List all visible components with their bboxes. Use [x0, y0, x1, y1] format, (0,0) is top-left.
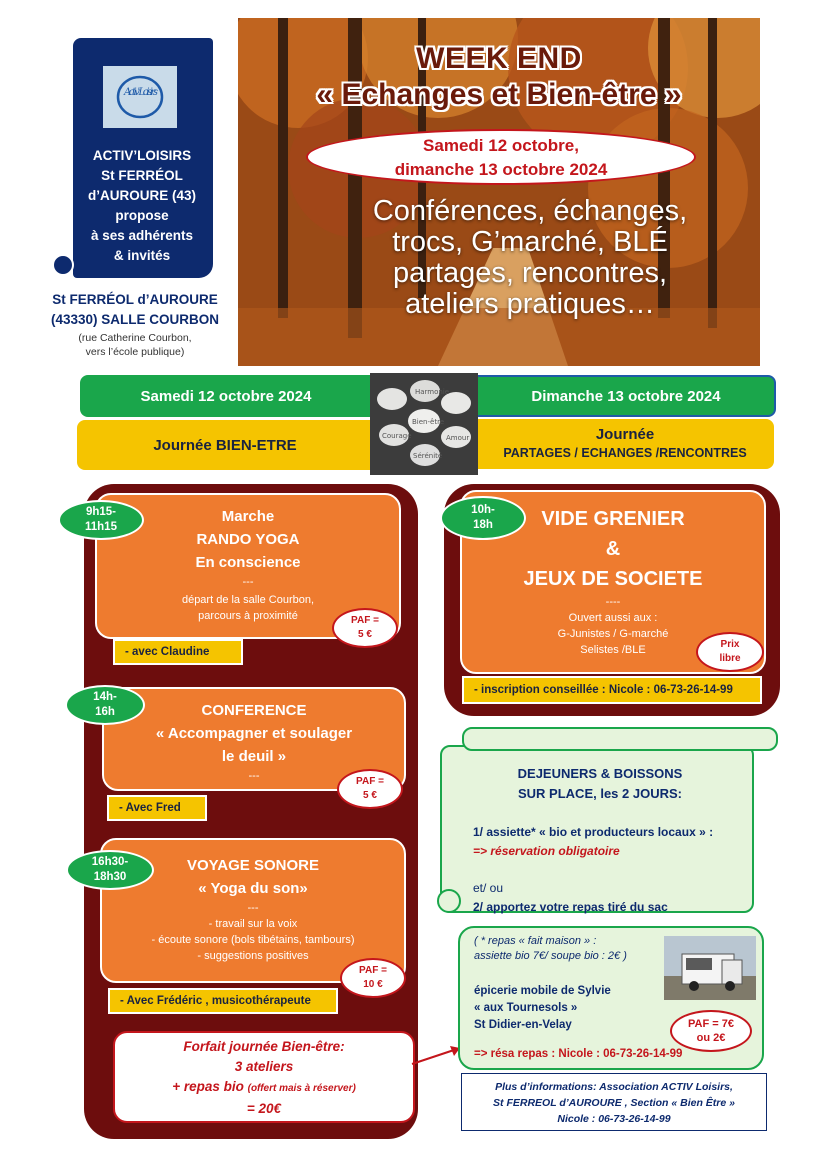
price-line: PAF = — [356, 776, 384, 787]
forfait-line: 3 ateliers — [234, 1059, 294, 1074]
saturday-date-bar: Samedi 12 octobre 2024 — [80, 375, 372, 417]
time-line: 14h- — [93, 691, 117, 703]
separator: --- — [248, 770, 260, 782]
event-dates — [306, 129, 696, 185]
price-badge — [696, 632, 764, 672]
scroll-curl — [437, 889, 461, 913]
activity-title: VOYAGE SONORE — [187, 857, 319, 874]
forfait-line: + repas bio — [172, 1079, 244, 1094]
separator: --- — [242, 576, 254, 588]
host-tag: - Avec Fred — [107, 795, 207, 821]
meal-price-line: assiette bio 7€/ soupe bio : 2€ ) — [474, 950, 627, 962]
venue-line: St FERRÉOL d’AUROURE — [52, 292, 218, 307]
activity-detail: parcours à proximité — [198, 610, 298, 622]
time-line: 16h30- — [91, 856, 129, 868]
price-line: PAF = 7€ — [688, 1018, 734, 1030]
org-name: ACTIV’LOISIRS — [92, 148, 192, 163]
time-badge — [66, 850, 154, 890]
time-badge — [440, 496, 526, 540]
stone-word: Courage — [382, 432, 412, 440]
activity-detail: Selistes /BLE — [580, 644, 646, 656]
time-line: 16h — [95, 706, 115, 718]
sunday-theme-line: PARTAGES / ECHANGES /RENCONTRES — [503, 446, 747, 460]
info-line: St FERREOL d’AUROURE , Section « Bien Être » — [493, 1097, 735, 1109]
event-summary — [320, 196, 740, 320]
truck-illustration — [664, 936, 756, 1000]
activity-title: En conscience — [195, 554, 301, 571]
lunch-option: 1/ assiette* « bio et producteurs locaux » : — [473, 825, 714, 839]
price-badge — [337, 769, 403, 809]
event-subtitle: « Echanges et Bien-être » — [316, 78, 682, 111]
org-line: propose — [115, 208, 169, 223]
info-line: Nicole : 06-73-26-14-99 — [557, 1113, 671, 1125]
lunch-or: et/ ou — [473, 881, 504, 895]
org-line: d’AUROURE (43) — [87, 188, 196, 203]
venue — [40, 290, 230, 330]
forfait-price: = 20€ — [246, 1101, 282, 1116]
food-truck-photo — [664, 936, 756, 1000]
host-tag: - avec Claudine — [113, 639, 243, 665]
scroll-top — [462, 727, 778, 751]
activity-detail: Ouvert aussi aux : — [568, 612, 658, 624]
price-line: 5 € — [358, 629, 372, 640]
summary-line: partages, rencontres, — [392, 257, 668, 289]
date-line: dimanche 13 octobre 2024 — [394, 160, 608, 179]
activity-title: le deuil » — [221, 748, 287, 765]
stone-word: Harmonie — [415, 388, 450, 396]
org-line: & invités — [113, 248, 171, 263]
price-badge — [340, 958, 406, 998]
price-line: 10 € — [363, 979, 383, 990]
vendor-line: « aux Tournesols » — [474, 1002, 578, 1014]
host-tag: - Avec Frédéric , musicothérapeute — [108, 988, 338, 1014]
time-badge — [58, 500, 144, 540]
date-line: Samedi 12 octobre, — [423, 136, 579, 155]
activity-detail: - suggestions positives — [197, 950, 309, 962]
activity-title: « Yoga du son» — [198, 880, 308, 897]
stones-image — [370, 373, 478, 475]
activity-detail: - écoute sonore (bols tibétains, tambours) — [151, 934, 355, 946]
time-line: 11h15 — [85, 521, 117, 533]
time-line: 10h- — [471, 504, 495, 516]
meal-reservation: => résa repas : Nicole : 06-73-26-14-99 — [474, 1048, 683, 1060]
activity-title: RANDO YOGA — [196, 531, 300, 548]
meal-prices — [474, 934, 674, 964]
logo-icon — [110, 71, 170, 123]
activity-title: & — [605, 538, 621, 560]
contact-info — [461, 1073, 767, 1131]
arrow-icon — [410, 1040, 462, 1070]
activity-detail: G-Junistes / G-marché — [557, 628, 669, 640]
forfait-note: (offert mais à réserver) — [247, 1083, 356, 1094]
sunday-theme-bar — [476, 419, 774, 469]
event-title: WEEK END — [416, 42, 582, 75]
forfait-line: Forfait journée Bien-être: — [183, 1039, 345, 1054]
price-line: PAF = — [351, 615, 379, 626]
separator: --- — [247, 902, 259, 914]
inscription-tag: - inscription conseillée : Nicole : 06-73-26-14-99 — [462, 676, 762, 704]
activity-title: VIDE GRENIER — [541, 508, 685, 530]
lunch-options — [473, 823, 753, 917]
logo-text: Activ' Loisirs — [124, 87, 158, 98]
price-badge — [332, 608, 398, 648]
meal-price-badge — [670, 1010, 752, 1052]
org-line: à ses adhérents — [90, 228, 194, 243]
activ-loisirs-logo — [103, 66, 177, 128]
activity-detail: - travail sur la voix — [208, 918, 298, 930]
price-line: libre — [719, 653, 741, 664]
org-intro — [80, 146, 204, 266]
lunch-title-line: DEJEUNERS & BOISSONS — [517, 766, 683, 781]
summary-line: trocs, G’marché, BLÉ — [392, 226, 668, 258]
org-line: St FERRÉOL — [101, 168, 183, 183]
lunch-title — [470, 764, 730, 804]
price-line: ou 2€ — [696, 1032, 726, 1044]
info-line: Plus d’informations: Association ACTIV Loisirs, — [495, 1081, 733, 1093]
stone-word: Amour — [446, 434, 470, 442]
lunch-title-line: SUR PLACE, les 2 JOURS: — [518, 786, 682, 801]
activity-title: CONFERENCE — [201, 702, 307, 719]
price-line: PAF = — [359, 965, 387, 976]
lunch-note: => réservation obligatoire — [473, 844, 620, 858]
vendor-info — [474, 983, 674, 1034]
separator: ---- — [605, 596, 621, 608]
activity-detail: départ de la salle Courbon, — [181, 594, 315, 606]
stone-word: Sérénité — [413, 452, 443, 460]
activity-title: « Accompagner et soulager — [155, 725, 353, 742]
time-badge — [65, 685, 145, 725]
venue-address — [40, 331, 230, 359]
stone-word: Bien-être — [412, 418, 445, 426]
time-line: 9h15- — [85, 506, 117, 518]
activity-title: JEUX DE SOCIETE — [523, 568, 703, 590]
time-line: 18h30 — [93, 871, 127, 883]
activity-title: Marche — [221, 508, 275, 525]
price-line: Prix — [720, 639, 740, 650]
meal-price-line: ( * repas « fait maison » : — [474, 935, 597, 947]
price-line: 5 € — [363, 790, 377, 801]
saturday-theme-bar: Journée BIEN-ETRE — [77, 420, 373, 470]
scroll-curl — [52, 254, 74, 276]
venue-sub-line: (rue Catherine Courbon, — [78, 332, 192, 344]
sunday-theme-line: Journée — [595, 426, 655, 443]
venue-line: (43330) SALLE COURBON — [50, 312, 220, 327]
forfait-box — [113, 1031, 415, 1123]
summary-line: ateliers pratiques… — [405, 288, 655, 320]
vendor-line: St Didier-en-Velay — [474, 1019, 572, 1031]
lunch-option: 2/ apportez votre repas tiré du sac — [473, 900, 668, 914]
time-line: 18h — [473, 519, 493, 531]
sunday-date-bar: Dimanche 13 octobre 2024 — [476, 375, 776, 417]
stones-illustration — [370, 373, 478, 475]
summary-line: Conférences, échanges, — [372, 195, 688, 227]
venue-sub-line: vers l’école publique) — [85, 346, 185, 358]
vendor-line: épicerie mobile de Sylvie — [474, 985, 611, 997]
